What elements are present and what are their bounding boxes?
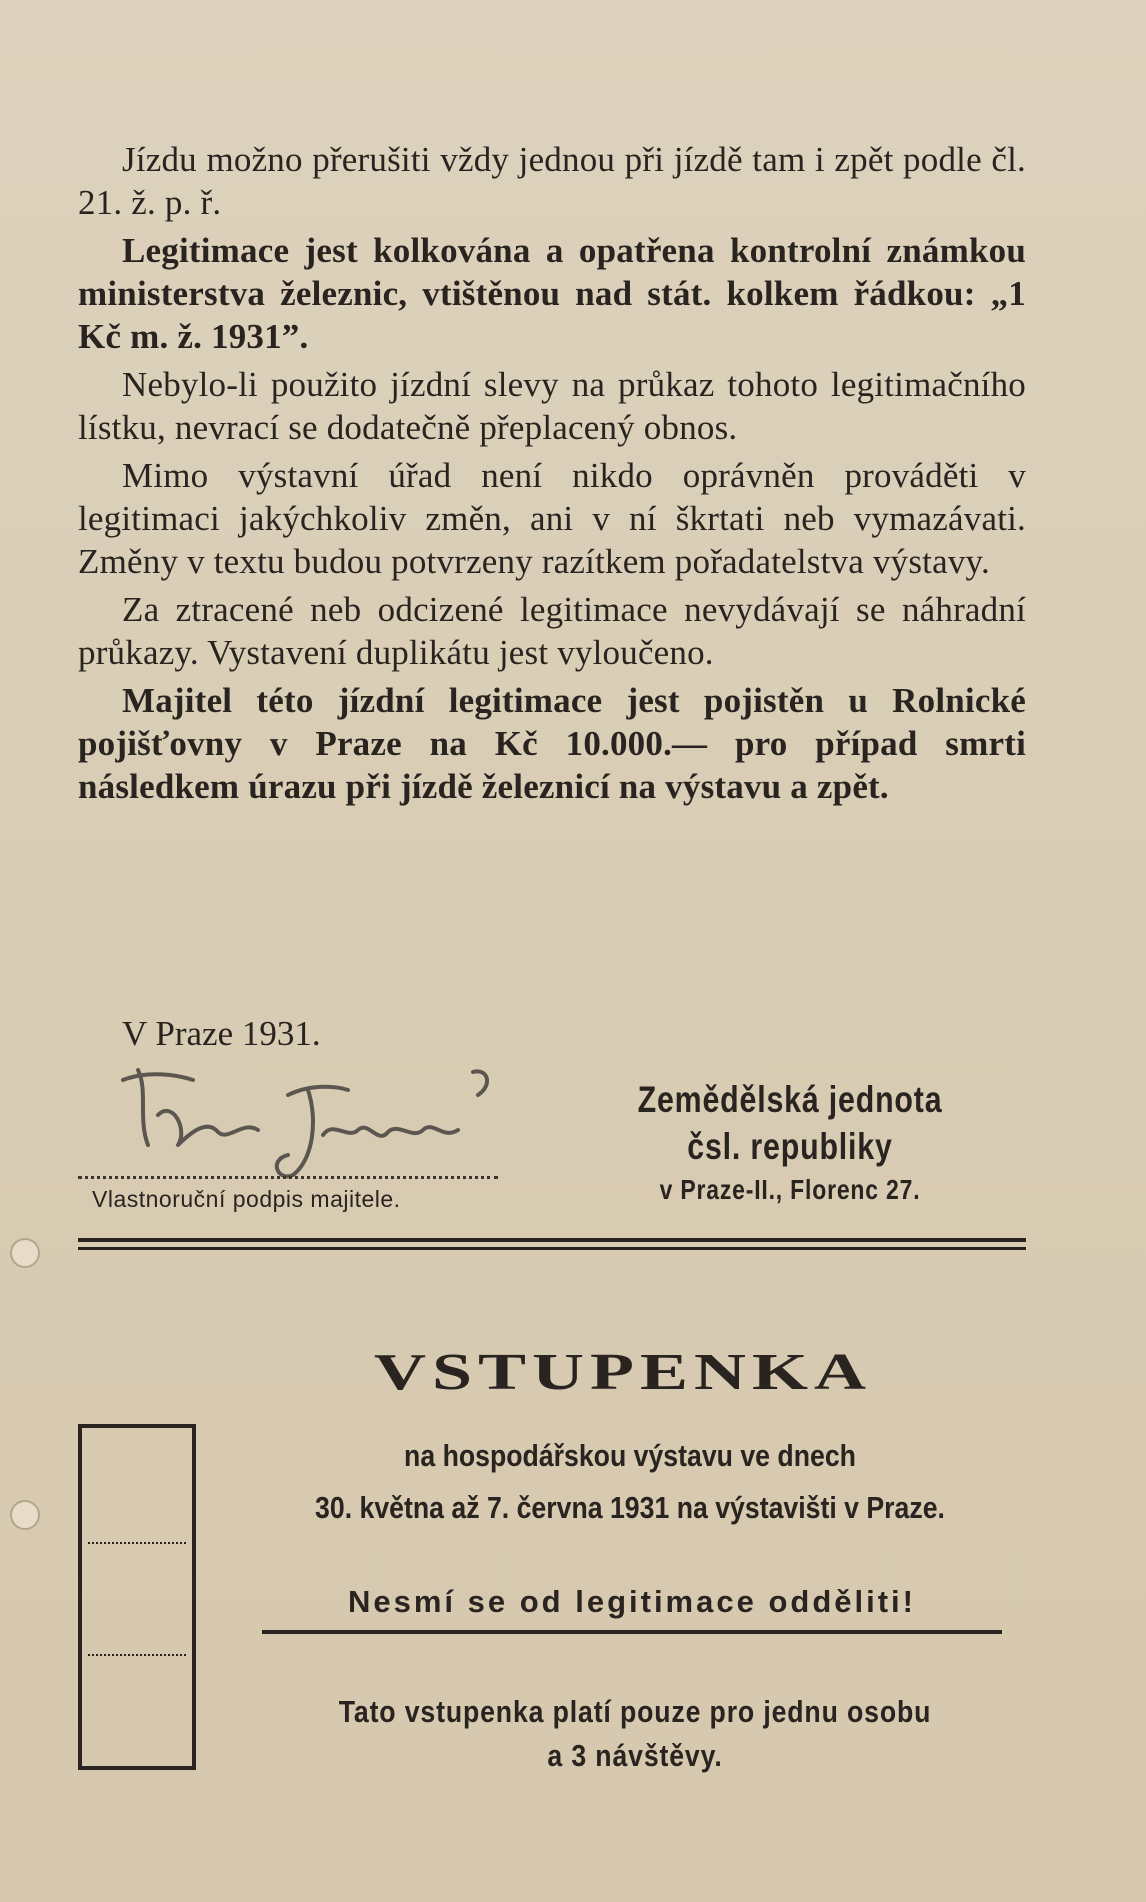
validity-line2: a 3 návštěvy. [547, 1738, 723, 1773]
punch-hole [10, 1238, 40, 1268]
paragraph-stamp: Legitimace jest kolkována a opatřena kontrolní známkou ministerstva železnic, vtištěnou nad stát. kolkem řádkou: „1 Kč m. ž. 1931”. [78, 231, 1026, 356]
signature-caption: Vlastnoruční podpis majitele. [92, 1186, 401, 1212]
ticket-subtitle-line1: na hospodářskou výstavu ve dnech [404, 1438, 856, 1473]
organization-address: v Praze-II., Florenc 27. [659, 1174, 921, 1205]
organization-name-line1: Zemědělská jednota [637, 1079, 943, 1120]
validity-line1: Tato vstupenka platí pouze pro jednu osobu [338, 1694, 932, 1729]
ticket-validity [304, 1690, 966, 1778]
paragraph-interruption: Jízdu možno přerušiti vždy jednou při jízdě tam i zpět podle čl. 21. ž. p. ř. [78, 140, 1026, 222]
paragraph-insurance: Majitel této jízdní legitimace jest pojistěn u Rolnické pojišťovny v Praze na Kč 10.000.— pro případ smrti následkem úrazu při jízdě železnicí na výstavu a zpět. [78, 681, 1026, 806]
signature-line [78, 1176, 498, 1179]
punch-hole [10, 1500, 40, 1530]
conditions-text [78, 138, 1026, 813]
ticket-title: VSTUPENKA [373, 1342, 873, 1401]
separator-rule [78, 1247, 1026, 1250]
place-date: V Praze 1931. [122, 1014, 321, 1053]
warning-underline [262, 1630, 1002, 1634]
stub-divider [88, 1654, 186, 1656]
organization-block [601, 1076, 978, 1210]
ticket-stub-box [78, 1424, 196, 1770]
signature-area [78, 1060, 498, 1220]
organization-name-line2: čsl. republiky [687, 1126, 893, 1167]
ticket-subtitle-line2: 30. května až 7. června 1931 na výstavišti v Praze. [315, 1490, 945, 1525]
paragraph-refund: Nebylo-li použito jízdní slevy na průkaz tohoto legitimačního lístku, nevrací se dodatečně přeplacený obnos. [78, 365, 1026, 447]
ticket-warning: Nesmí se od legitimace odděliti! [347, 1584, 916, 1619]
separator-rule [78, 1238, 1026, 1242]
stub-divider [88, 1542, 186, 1544]
paragraph-changes: Mimo výstavní úřad není nikdo oprávněn prováděti v legitimaci jakýchkoliv změn, ani v ní škrtati neb vymazávati. Změny v textu budou potvrzeny razítkem pořadatelstva výstavy. [78, 456, 1026, 581]
paragraph-lost: Za ztracené neb odcizené legitimace nevydávají se náhradní průkazy. Vystavení duplikátu jest vyloučeno. [78, 590, 1026, 672]
handwritten-signature [118, 1060, 498, 1185]
